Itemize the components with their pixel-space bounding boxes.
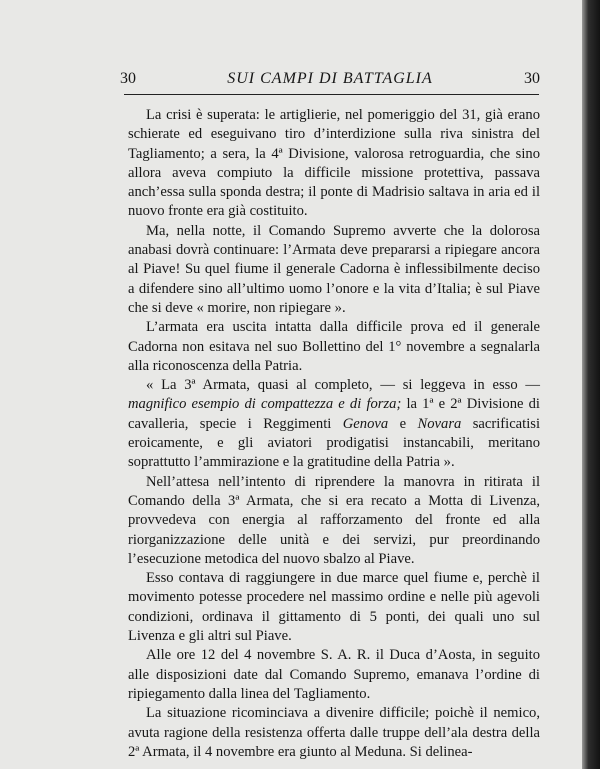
paragraph	[128, 318, 540, 376]
running-title: SUI CAMPI DI BATTAGLIA	[227, 70, 433, 87]
text-run: L’armata era uscita intatta dalla difficile prova ed il generale Cadorna non esitava nel suo Bollettino del 1° novembre a segnalarla alla riconoscenza della Patria.	[128, 319, 540, 374]
page-edge-shadow	[582, 0, 600, 769]
text-run: Nell’attesa nell’intento di riprendere la manovra in ritirata il Comando della 3ª Armata, che si era recato a Motta di Livenza, provvedeva con energia al rafforzamento del fronte ed alla riorganizzazione delle unità e dei servizi, pur preordinando l’esecuzione metodica del nuovo sbalzo al Piave.	[128, 473, 540, 567]
text-run: La situazione ricominciava a divenire difficile; poichè il nemico, avuta ragione della resistenza offerta dalle truppe dell’ala destra della 2ª Armata, il 4 novembre era giunto al Meduna. Si delinea-	[128, 705, 540, 760]
header-rule	[124, 94, 539, 95]
paragraph	[128, 222, 540, 318]
text-run: e	[388, 415, 418, 432]
text-run: Alle ore 12 del 4 novembre S. A. R. il Duca d’Aosta, in seguito alle disposizioni date dal Comando Supremo, emanava l’ordine di ripiegamento dalla linea del Tagliamento.	[128, 647, 540, 702]
paragraph	[128, 376, 540, 472]
italic-run: Genova	[342, 415, 389, 432]
page-number-left: 30	[120, 70, 136, 87]
text-run: « La 3ª Armata, quasi al completo, — si leggeva in esso —	[146, 377, 540, 394]
page-number-right: 30	[524, 70, 540, 87]
paragraph	[128, 646, 540, 704]
text-run: La crisi è superata: le artiglierie, nel pomeriggio del 31, già erano schierate ed eseguivano tiro d’interdizione sulla riva sinistra del Tagliamento; a sera, la 4ª Divisione, valorosa retroguardia, che sino allora aveva compiuto la difficile missione protettiva, passava anch’essa sulla sponda destra; il ponte di Madrisio saltava in aria ed il nuovo fronte era già costituito.	[128, 107, 540, 220]
text-run: la 1ª e 2ª Divisione di cavalleria, specie i Reggimenti	[128, 396, 540, 432]
body-text	[128, 106, 540, 762]
text-run: Ma, nella notte, il Comando Supremo avverte che la dolorosa anabasi dovrà continuare: l’Armata deve prepararsi a ripiegare ancora al Piave! Su quel fiume il generale Cadorna è inflessibilmente deciso a difendere sino all’ultimo uomo l’onore e la vita d’Italia; è sul Piave che si deve « morire, non ripiegare ».	[128, 222, 540, 316]
text-run: Esso contava di raggiungere in due marce quel fiume e, perchè il movimento potesse procedere nel massimo ordine e nelle più agevoli condizioni, ordinava il gittamento di 5 ponti, dei quali uno sul Livenza e gli altri sul Piave.	[128, 570, 540, 645]
italic-run: Novara	[417, 415, 462, 432]
paragraph	[128, 704, 540, 762]
italic-run: magnifico esempio di compattezza e di forza;	[128, 396, 402, 413]
text-run: sacrificatisi eroicamente, e gli aviatori prodigatisi instancabili, meritano soprattutto l’ammirazione e la gratitudine della Patria ».	[128, 415, 541, 471]
running-header	[120, 68, 540, 94]
paragraph	[128, 473, 540, 569]
paragraph	[128, 106, 540, 222]
paragraph	[128, 569, 540, 646]
